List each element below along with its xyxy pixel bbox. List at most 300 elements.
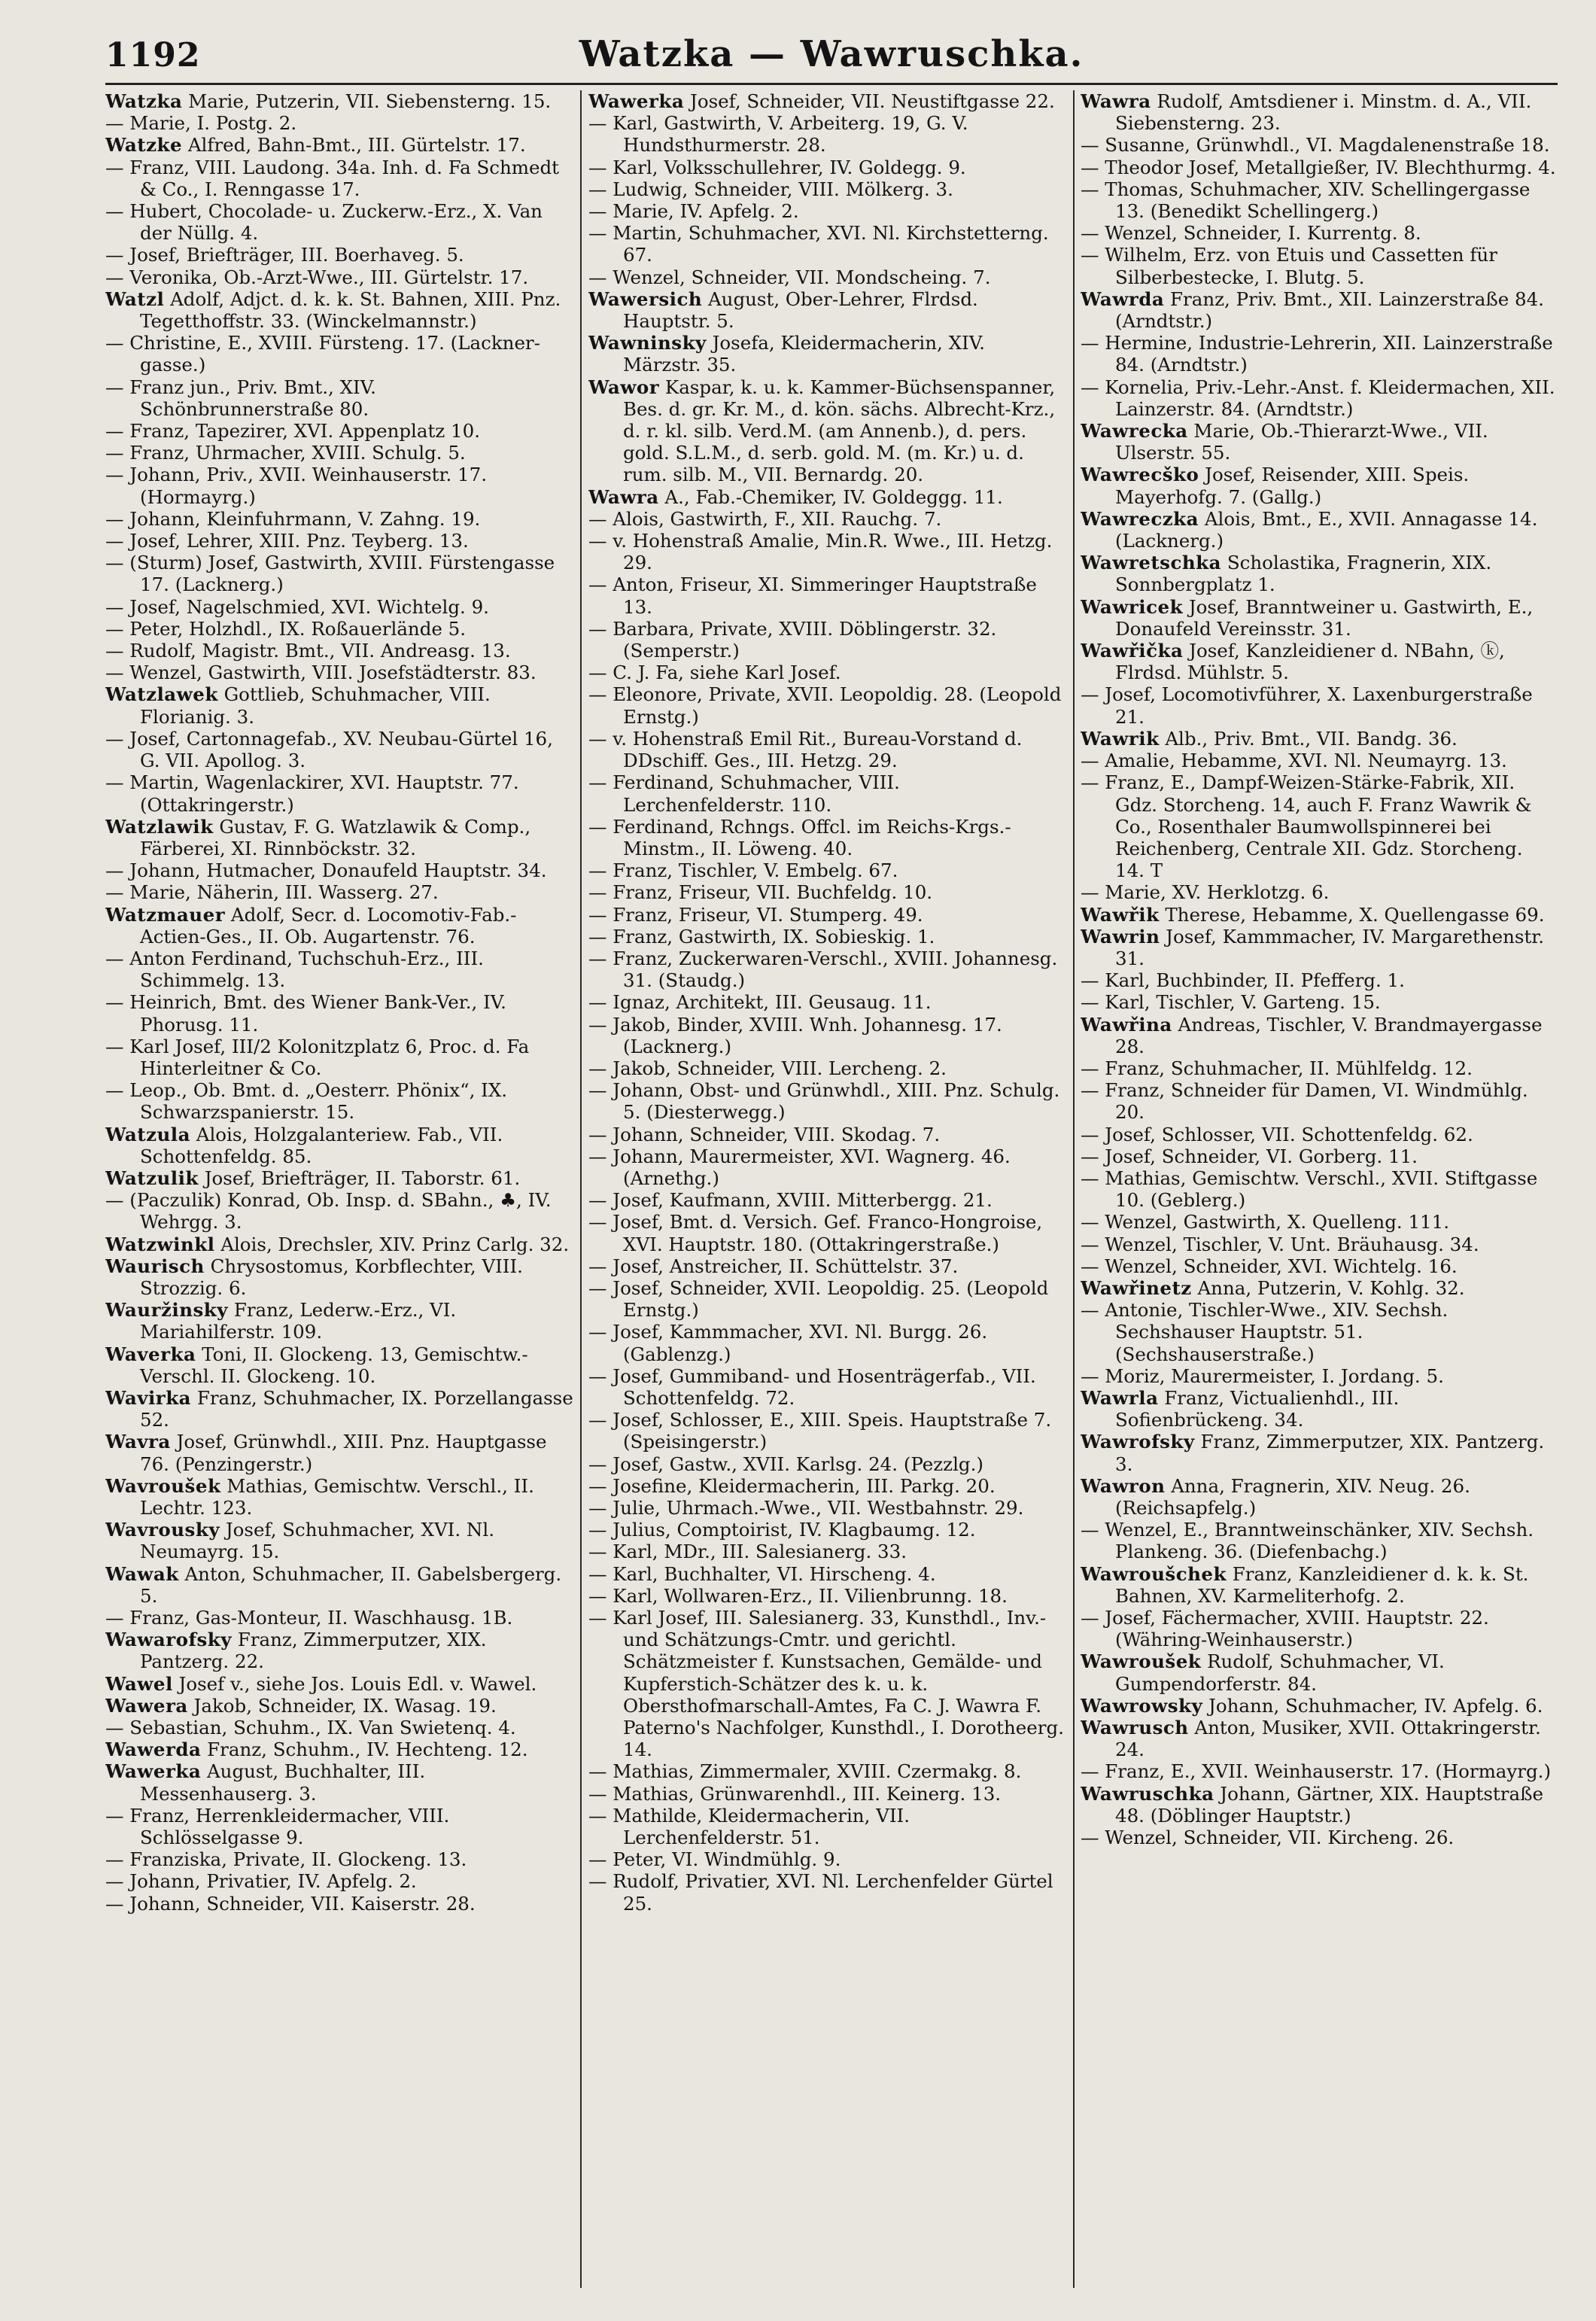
directory-entry bbox=[588, 662, 1066, 683]
entry-surname: Wawor bbox=[588, 376, 660, 398]
entry-text: — Anton Ferdinand, Tuchschuh-Erz., III. Schimmelg. 13. bbox=[105, 947, 484, 992]
directory-entry bbox=[105, 881, 573, 903]
entry-text: — Johann, Obst- und Grünwhdl., XIII. Pnz. Schulg. 5. (Diesterwegg.) bbox=[588, 1079, 1060, 1124]
entry-surname: Wavroušek bbox=[105, 1474, 221, 1497]
entry-text: — Franz, Tischler, V. Embelg. 67. bbox=[588, 859, 898, 882]
directory-entry bbox=[105, 1475, 573, 1519]
entry-surname: Wavirka bbox=[105, 1386, 192, 1409]
directory-entry bbox=[1081, 926, 1558, 969]
directory-entry bbox=[588, 1189, 1066, 1211]
directory-entry bbox=[1081, 904, 1558, 926]
directory-entry bbox=[588, 530, 1066, 573]
entry-surname: Wawrecka bbox=[1081, 420, 1188, 443]
entry-text: Josefa, Kleidermacherin, XIV. Märzstr. 35. bbox=[623, 332, 985, 376]
entry-text: — Wenzel, E., Branntweinschänker, XIV. Sechsh. Plankeng. 36. (Diefenbachg.) bbox=[1081, 1519, 1534, 1563]
entry-text: — Karl Josef, III. Salesianerg. 33, Kunsthdl., Inv.- und Schätzungs-Cmtr. und gerichtl. Schätzmeister f. Kunstsachen, Gemälde- und Kupferstich-Schätzer des k. u. k. Obersthofmarschall-Amtes, Fa C. J. Wawra F. Paterno's Nachfolger, Kunsthdl., I. Dorotheerg. 14. bbox=[588, 1607, 1064, 1761]
directory-entry bbox=[1081, 1145, 1558, 1167]
column-1 bbox=[105, 90, 573, 2288]
directory-entry bbox=[1081, 1695, 1558, 1717]
directory-entry bbox=[588, 1014, 1066, 1057]
directory-entry bbox=[105, 1036, 573, 1079]
entry-surname: Watzwinkl bbox=[105, 1233, 215, 1255]
entry-text: Anna, Fragnerin, XIV. Neug. 26. (Reichsapfelg.) bbox=[1115, 1474, 1470, 1519]
entry-text: Therese, Hebamme, X. Quellengasse 69. bbox=[1159, 903, 1545, 926]
entry-surname: Wawron bbox=[1081, 1474, 1166, 1497]
directory-entry bbox=[588, 486, 1066, 508]
entry-text: Scholastika, Fragnerin, XIX. Sonnbergplatz 1. bbox=[1115, 552, 1492, 596]
directory-entry bbox=[588, 376, 1066, 486]
directory-entry bbox=[105, 618, 573, 640]
directory-entry bbox=[1081, 1563, 1558, 1607]
directory-entry bbox=[588, 859, 1066, 881]
directory-entry bbox=[588, 1145, 1066, 1189]
entry-text: Mathias, Gemischtw. Verschl., II. Lechtr. 123. bbox=[140, 1474, 534, 1519]
entry-text: Franz, Lederw.-Erz., VI. Mariahilferstr. 109. bbox=[140, 1299, 457, 1343]
directory-entry bbox=[105, 1805, 573, 1848]
directory-entry bbox=[105, 288, 573, 332]
directory-entry bbox=[1081, 1827, 1558, 1848]
entry-text: — Wenzel, Schneider, VII. Kircheng. 26. bbox=[1081, 1827, 1455, 1849]
directory-entry bbox=[105, 1673, 573, 1695]
header-rule bbox=[105, 83, 1558, 85]
entry-text: Franz, Kanzleidiener d. k. k. St. Bahnen, XV. Karmeliterhofg. 2. bbox=[1115, 1562, 1529, 1607]
entry-text: — Jakob, Binder, XVIII. Wnh. Johannesg. 17. (Lacknerg.) bbox=[588, 1013, 1002, 1057]
directory-entry bbox=[1081, 1365, 1558, 1387]
entry-text: — Ludwig, Schneider, VIII. Mölkerg. 3. bbox=[588, 178, 953, 200]
entry-text: — (Sturm) Josef, Gastwirth, XVIII. Fürstengasse 17. (Lacknerg.) bbox=[105, 552, 555, 596]
directory-entry bbox=[105, 1893, 573, 1915]
entry-text: — Wenzel, Tischler, V. Unt. Bräuhausg. 34. bbox=[1081, 1233, 1479, 1255]
entry-text: — Franz, Gas-Monteur, II. Waschhausg. 1B. bbox=[105, 1607, 513, 1629]
entry-text: — Karl, Tischler, V. Garteng. 15. bbox=[1081, 991, 1381, 1014]
directory-entry bbox=[588, 1453, 1066, 1475]
entry-text: — Ferdinand, Schuhmacher, VIII. Lerchenfelderstr. 110. bbox=[588, 771, 900, 816]
entry-text: Josef, Kanzleidiener d. NBahn, ⓚ, Flrdsd. Mühlstr. 5. bbox=[1115, 640, 1505, 684]
entry-text: — Josef, Cartonnagefab., XV. Neubau-Gürtel 16, G. VII. Apollog. 3. bbox=[105, 727, 553, 772]
entry-text: — Martin, Schuhmacher, XVI. Nl. Kirchstetterng. 67. bbox=[588, 222, 1049, 266]
entry-text: — Mathias, Zimmermaler, XVIII. Czermakg. 8. bbox=[588, 1760, 1022, 1783]
entry-text: Franz, Schuhm., IV. Hechteng. 12. bbox=[201, 1738, 528, 1761]
entry-text: — Karl, Buchbinder, II. Pfefferg. 1. bbox=[1081, 969, 1405, 992]
entry-surname: Wauržinsky bbox=[105, 1299, 229, 1322]
directory-entry bbox=[105, 1760, 573, 1804]
entry-text: Johann, Schuhmacher, IV. Apfelg. 6. bbox=[1202, 1694, 1543, 1717]
directory-entry bbox=[1081, 596, 1558, 640]
directory-entry bbox=[588, 222, 1066, 266]
directory-entry bbox=[588, 771, 1066, 815]
directory-entry bbox=[588, 1124, 1066, 1145]
directory-entry bbox=[1081, 332, 1558, 376]
entry-text: Toni, II. Glockeng. 13, Gemischtw.-Verschl. II. Glockeng. 10. bbox=[140, 1343, 528, 1387]
entry-text: — Antonie, Tischler-Wwe., XIV. Sechsh. Sechshauser Hauptstr. 51. (Sechshauserstraße.) bbox=[1081, 1299, 1449, 1365]
directory-entry bbox=[1081, 157, 1558, 178]
directory-entry bbox=[105, 1519, 573, 1562]
entry-text: — Johann, Schneider, VIII. Skodag. 7. bbox=[588, 1123, 941, 1145]
column-divider bbox=[580, 90, 582, 2288]
directory-entry bbox=[1081, 1124, 1558, 1145]
entry-surname: Wawra bbox=[1081, 90, 1151, 112]
entry-text: Anna, Putzerin, V. Kohlg. 32. bbox=[1191, 1276, 1465, 1299]
directory-entry bbox=[588, 1760, 1066, 1782]
entry-text: — Franz, Herrenkleidermacher, VIII. Schlösselgasse 9. bbox=[105, 1804, 450, 1849]
directory-entry bbox=[105, 376, 573, 420]
entry-text: — Franz, Uhrmacher, XVIII. Schulg. 5. bbox=[105, 442, 466, 464]
entry-text: Chrysostomus, Korbflechter, VIII. Strozzig. 6. bbox=[140, 1255, 523, 1299]
entry-surname: Wawroušek bbox=[1081, 1650, 1202, 1673]
entry-text: Adolf, Secr. d. Locomotiv-Fab.-Actien-Ges., II. Ob. Augartenstr. 76. bbox=[140, 903, 517, 948]
entry-text: — Moriz, Maurermeister, I. Jordang. 5. bbox=[1081, 1364, 1444, 1387]
directory-entry bbox=[105, 552, 573, 595]
directory-entry bbox=[1081, 771, 1558, 881]
directory-entry bbox=[1081, 1079, 1558, 1123]
entry-text: — Alois, Gastwirth, F., XII. Rauchg. 7. bbox=[588, 507, 942, 530]
directory-entry bbox=[105, 1343, 573, 1387]
directory-entry bbox=[588, 683, 1066, 727]
directory-entry bbox=[588, 926, 1066, 948]
entry-text: — Kornelia, Priv.-Lehr.-Anst. f. Kleidermachen, XII. Lainzerstr. 84. (Arndtstr.) bbox=[1081, 376, 1555, 420]
entry-surname: Wawel bbox=[105, 1672, 173, 1695]
directory-entry bbox=[588, 1848, 1066, 1870]
entry-surname: Watzulik bbox=[105, 1167, 199, 1189]
directory-entry bbox=[105, 1695, 573, 1717]
entry-surname: Wawrusch bbox=[1081, 1717, 1189, 1739]
entry-text: — Josef, Locomotivführer, X. Laxenburgerstraße 21. bbox=[1081, 683, 1533, 728]
entry-surname: Wawrla bbox=[1081, 1386, 1159, 1409]
entry-text: Johann, Gärtner, XIX. Hauptstraße 48. (Döblinger Hauptstr.) bbox=[1115, 1782, 1543, 1827]
entry-text: A., Fab.-Chemiker, IV. Goldeggg. 11. bbox=[658, 485, 1003, 508]
directory-entry bbox=[588, 266, 1066, 288]
directory-entry bbox=[105, 1079, 573, 1123]
entry-text: — Ferdinand, Rchngs. Offcl. im Reichs-Krgs.-Minstm., II. Löweng. 40. bbox=[588, 815, 1011, 859]
entry-surname: Wawerka bbox=[105, 1760, 202, 1783]
entry-text: — Josef, Schlosser, VII. Schottenfeldg. 62. bbox=[1081, 1123, 1473, 1145]
directory-entry bbox=[105, 200, 573, 244]
directory-entry bbox=[105, 662, 573, 683]
entry-surname: Wawerka bbox=[588, 90, 685, 112]
directory-entry bbox=[105, 332, 573, 376]
entry-text: Josef, Schneider, VII. Neustiftgasse 22. bbox=[684, 90, 1055, 112]
entry-text: — Franz, E., Dampf-Weizen-Stärke-Fabrik, XII. Gdz. Storcheng. 14, auch F. Franz Wawrik & Co., Rosenthaler Baumwollspinnerei bei Reichenberg, Centrale XII. Gdz. Storcheng. 14. T bbox=[1081, 771, 1532, 882]
entry-text: — Johann, Priv., XVII. Weinhauserstr. 17. (Hormayrg.) bbox=[105, 464, 487, 508]
entry-text: — Peter, Holzhdl., IX. Roßauerlände 5. bbox=[105, 617, 467, 640]
directory-entry bbox=[105, 1738, 573, 1760]
entry-text: Franz, Schuhmacher, IX. Porzellangasse 52. bbox=[140, 1386, 573, 1431]
entry-surname: Wawroušchek bbox=[1081, 1562, 1227, 1585]
directory-entry bbox=[588, 1541, 1066, 1562]
entry-surname: Wawra bbox=[588, 485, 659, 508]
page-number: 1192 bbox=[105, 36, 201, 75]
entry-surname: Wawerda bbox=[105, 1738, 202, 1761]
directory-entry bbox=[1081, 1014, 1558, 1057]
directory-entry bbox=[105, 420, 573, 442]
entry-text: — Leop., Ob. Bmt. d. „Oesterr. Phönix“, IX. Schwarzspanierstr. 15. bbox=[105, 1079, 508, 1124]
entry-text: August, Buchhalter, III. Messenhauserg. 3. bbox=[140, 1760, 426, 1805]
directory-entry bbox=[105, 1387, 573, 1431]
entry-surname: Wawrda bbox=[1081, 287, 1165, 310]
directory-entry bbox=[1081, 1277, 1558, 1299]
entry-text: — Karl, Wollwaren-Erz., II. Vilienbrunng. 18. bbox=[588, 1584, 1008, 1607]
entry-text: — Franz, Tapezirer, XVI. Appenplatz 10. bbox=[105, 420, 481, 443]
entry-text: — Sebastian, Schuhm., IX. Van Swietenq. 4. bbox=[105, 1717, 516, 1739]
directory-entry bbox=[588, 1365, 1066, 1409]
directory-entry bbox=[105, 1717, 573, 1738]
columns bbox=[105, 90, 1558, 2288]
entry-text: Alb., Priv. Bmt., VII. Bandg. 36. bbox=[1159, 727, 1458, 750]
directory-entry bbox=[1081, 288, 1558, 332]
entry-surname: Wawrecško bbox=[1081, 464, 1199, 486]
entry-surname: Wawarofsky bbox=[105, 1629, 233, 1651]
entry-text: — Mathias, Grünwarenhdl., III. Keinerg. 13. bbox=[588, 1782, 1002, 1805]
directory-entry bbox=[1081, 244, 1558, 287]
entry-text: — Franziska, Private, II. Glockeng. 13. bbox=[105, 1848, 467, 1871]
directory-entry bbox=[105, 90, 573, 112]
entry-text: — C. J. Fa, siehe Karl Josef. bbox=[588, 662, 841, 684]
entry-surname: Wavrousky bbox=[105, 1519, 220, 1541]
entry-surname: Watzke bbox=[105, 134, 183, 157]
directory-entry bbox=[105, 1299, 573, 1343]
directory-entry bbox=[105, 1124, 573, 1167]
entry-text: — Karl Josef, III/2 Kolonitzplatz 6, Proc. d. Fa Hinterleitner & Co. bbox=[105, 1035, 530, 1079]
directory-entry bbox=[105, 728, 573, 771]
directory-entry bbox=[588, 1475, 1066, 1497]
entry-text: Adolf, Adjct. d. k. k. St. Bahnen, XIII. Pnz. Tegetthoffstr. 33. (Winckelmannstr.) bbox=[140, 287, 561, 333]
directory-entry bbox=[588, 573, 1066, 617]
entry-text: — Franz, VIII. Laudong. 34a. Inh. d. Fa Schmedt & Co., I. Renngasse 17. bbox=[105, 156, 560, 200]
entry-surname: Wawruschka bbox=[1081, 1782, 1214, 1805]
entry-text: — Franz, Friseur, VI. Stumperg. 49. bbox=[588, 903, 923, 926]
entry-text: Kaspar, k. u. k. Kammer-Büchsenspanner, Bes. d. gr. Kr. M., d. kön. sächs. Albrecht-Krz., d. r. kl. silb. Verd.M. (am Annenb.), d. pers. gold. S.L.M., d. serb. gold. M. (m. Kr.) u. d. rum. silb. M., VII. Bernardg. 20. bbox=[623, 376, 1056, 486]
entry-text: — Heinrich, Bmt. des Wiener Bank-Ver., IV. Phorusg. 11. bbox=[105, 991, 506, 1036]
entry-text: — Wilhelm, Erz. von Etuis und Cassetten für Silberbestecke, I. Blutg. 5. bbox=[1081, 244, 1497, 288]
entry-text: — Theodor Josef, Metallgießer, IV. Blechthurmg. 4. bbox=[1081, 156, 1556, 178]
entry-text: Josef, Branntweiner u. Gastwirth, E., Donaufeld Vereinsstr. 31. bbox=[1115, 595, 1534, 640]
entry-text: — Josef, Briefträger, III. Boerhaveg. 5. bbox=[105, 244, 464, 266]
entry-text: — Eleonore, Private, XVII. Leopoldig. 28. (Leopold Ernstg.) bbox=[588, 683, 1062, 728]
directory-entry bbox=[588, 1321, 1066, 1364]
directory-entry bbox=[588, 728, 1066, 771]
directory-entry bbox=[588, 816, 1066, 859]
directory-entry bbox=[1081, 1387, 1558, 1431]
directory-entry bbox=[588, 1079, 1066, 1123]
directory-entry bbox=[1081, 991, 1558, 1013]
directory-entry bbox=[588, 948, 1066, 991]
entry-surname: Wawreczka bbox=[1081, 507, 1199, 530]
entry-surname: Wawřička bbox=[1081, 640, 1184, 662]
entry-text: — Josef, Lehrer, XIII. Pnz. Teyberg. 13. bbox=[105, 530, 469, 552]
directory-entry bbox=[1081, 1057, 1558, 1079]
directory-entry bbox=[105, 464, 573, 507]
directory-entry bbox=[1081, 1299, 1558, 1365]
directory-entry bbox=[105, 859, 573, 881]
directory-entry bbox=[105, 1167, 573, 1189]
entry-text: Franz, Zimmerputzer, XIX. Pantzerg. 3. bbox=[1115, 1431, 1545, 1475]
directory-entry bbox=[588, 991, 1066, 1013]
entry-surname: Wawera bbox=[105, 1694, 188, 1717]
directory-entry bbox=[588, 881, 1066, 903]
entry-surname: Wawřik bbox=[1081, 903, 1160, 926]
directory-entry bbox=[105, 1629, 573, 1672]
entry-text: — Ignaz, Architekt, III. Geusaug. 11. bbox=[588, 991, 932, 1014]
directory-entry bbox=[1081, 420, 1558, 464]
directory-entry bbox=[588, 1255, 1066, 1277]
directory-entry bbox=[105, 266, 573, 288]
directory-entry bbox=[588, 1519, 1066, 1541]
entry-text: Josef, Grünwhdl., XIII. Pnz. Hauptgasse 76. (Penzingerstr.) bbox=[140, 1431, 547, 1475]
directory-entry bbox=[588, 1805, 1066, 1848]
entry-text: — Julie, Uhrmach.-Wwe., VII. Westbahnstr. 29. bbox=[588, 1497, 1024, 1519]
entry-text: — Rudolf, Privatier, XVI. Nl. Lerchenfelder Gürtel 25. bbox=[588, 1870, 1053, 1915]
directory-entry bbox=[1081, 881, 1558, 903]
directory-entry bbox=[105, 508, 573, 530]
entry-text: — Wenzel, Schneider, VII. Mondscheing. 7. bbox=[588, 266, 991, 288]
directory-entry bbox=[588, 904, 1066, 926]
entry-text: — Amalie, Hebamme, XVI. Nl. Neumayrg. 13. bbox=[1081, 750, 1507, 772]
directory-entry bbox=[1081, 464, 1558, 507]
directory-entry bbox=[105, 816, 573, 859]
entry-text: Alois, Drechsler, XIV. Prinz Carlg. 32. bbox=[214, 1233, 570, 1255]
entry-surname: Wawretschka bbox=[1081, 552, 1222, 574]
entry-text: — Karl, MDr., III. Salesianerg. 33. bbox=[588, 1541, 907, 1563]
entry-text: Gottlieb, Schuhmacher, VIII. Florianig. 3. bbox=[140, 683, 491, 728]
entry-text: — Johann, Kleinfuhrmann, V. Zahng. 19. bbox=[105, 507, 481, 530]
directory-entry bbox=[1081, 508, 1558, 552]
directory-entry bbox=[105, 112, 573, 134]
directory-entry bbox=[588, 1783, 1066, 1805]
directory-entry bbox=[1081, 1760, 1558, 1782]
directory-entry bbox=[1081, 1431, 1558, 1474]
directory-entry bbox=[105, 1255, 573, 1299]
entry-surname: Watzka bbox=[105, 90, 183, 112]
directory-entry bbox=[588, 332, 1066, 376]
entry-text: — Josef, Nagelschmied, XVI. Wichtelg. 9. bbox=[105, 595, 489, 618]
entry-text: Franz, Priv. Bmt., XII. Lainzerstraße 84. (Arndtstr.) bbox=[1115, 287, 1544, 333]
directory-entry bbox=[588, 1211, 1066, 1255]
directory-entry bbox=[588, 200, 1066, 222]
entry-text: — Karl, Volksschullehrer, IV. Goldegg. 9. bbox=[588, 156, 966, 178]
directory-entry bbox=[105, 1870, 573, 1892]
directory-entry bbox=[1081, 90, 1558, 134]
directory-entry bbox=[588, 157, 1066, 178]
entry-text: — Josef, Gummiband- und Hosenträgerfab., VII. Schottenfeldg. 72. bbox=[588, 1364, 1036, 1409]
entry-surname: Watzlawek bbox=[105, 683, 218, 706]
directory-entry bbox=[105, 1563, 573, 1607]
entry-text: — Josef, Schlosser, E., XIII. Speis. Hauptstraße 7. (Speisingerstr.) bbox=[588, 1409, 1052, 1453]
directory-entry bbox=[588, 1563, 1066, 1585]
entry-text: — Barbara, Private, XVIII. Döblingerstr. 32. (Semperstr.) bbox=[588, 617, 997, 662]
entry-text: — Franz, E., XVII. Weinhauserstr. 17. (Hormayrg.) bbox=[1081, 1760, 1552, 1783]
directory-entry bbox=[1081, 1650, 1558, 1694]
directory-entry bbox=[588, 90, 1066, 112]
entry-text: Franz, Zimmerputzer, XIX. Pantzerg. 22. bbox=[140, 1629, 487, 1673]
entry-surname: Watzula bbox=[105, 1123, 190, 1145]
directory-entry bbox=[1081, 376, 1558, 420]
directory-entry bbox=[1081, 1519, 1558, 1562]
entry-text: Josef, Briefträger, II. Taborstr. 61. bbox=[198, 1167, 521, 1189]
entry-surname: Wawninsky bbox=[588, 332, 707, 354]
directory-entry bbox=[588, 1409, 1066, 1453]
entry-text: — Franz, Friseur, VII. Buchfeldg. 10. bbox=[588, 881, 933, 904]
entry-text: — Franz, Schuhmacher, II. Mühlfeldg. 12. bbox=[1081, 1057, 1473, 1079]
entry-text: — Johann, Schneider, VII. Kaiserstr. 28. bbox=[105, 1892, 476, 1915]
entry-text: — Karl, Gastwirth, V. Arbeiterg. 19, G. V. Hundsthurmerstr. 28. bbox=[588, 112, 968, 157]
entry-text: — Franz jun., Priv. Bmt., XIV. Schönbrunnerstraße 80. bbox=[105, 376, 376, 420]
entry-text: — Johann, Privatier, IV. Apfelg. 2. bbox=[105, 1870, 417, 1893]
column-3 bbox=[1081, 90, 1558, 2288]
entry-text: — Franz, Gastwirth, IX. Sobieskig. 1. bbox=[588, 925, 935, 948]
entry-text: Andreas, Tischler, V. Brandmayergasse 28. bbox=[1115, 1013, 1543, 1057]
entry-surname: Watzl bbox=[105, 287, 165, 310]
directory-entry bbox=[1081, 222, 1558, 244]
directory-entry bbox=[105, 1431, 573, 1474]
entry-text: — Susanne, Grünwhdl., VI. Magdalenenstraße 18. bbox=[1081, 134, 1550, 157]
entry-text: — Mathias, Gemischtw. Verschl., XVII. Stiftgasse 10. (Geblerg.) bbox=[1081, 1167, 1538, 1212]
directory-entry bbox=[105, 1607, 573, 1629]
entry-text: — Jakob, Schneider, VIII. Lercheng. 2. bbox=[588, 1057, 947, 1079]
directory-entry bbox=[105, 1848, 573, 1870]
entry-text: — Wenzel, Gastwirth, VIII. Josefstädterstr. 83. bbox=[105, 662, 537, 684]
page-header bbox=[105, 30, 1558, 90]
entry-text: — Josef, Fächermacher, XVIII. Hauptstr. 22. (Währing-Weinhauserstr.) bbox=[1081, 1607, 1489, 1651]
directory-entry bbox=[1081, 683, 1558, 727]
directory-entry bbox=[105, 157, 573, 200]
entry-surname: Waverka bbox=[105, 1343, 196, 1365]
directory-entry bbox=[1081, 969, 1558, 991]
directory-entry bbox=[105, 596, 573, 618]
directory-entry bbox=[1081, 1717, 1558, 1760]
entry-text: — Hubert, Chocolade- u. Zuckerw.-Erz., X. Van der Nüllg. 4. bbox=[105, 200, 543, 245]
entry-text: — Veronika, Ob.-Arzt-Wwe., III. Gürtelstr. 17. bbox=[105, 266, 529, 288]
directory-entry bbox=[588, 1057, 1066, 1079]
entry-text: — Julius, Comptoirist, IV. Klagbaumg. 12. bbox=[588, 1519, 976, 1541]
directory-entry bbox=[105, 244, 573, 266]
entry-text: Alois, Bmt., E., XVII. Annagasse 14. (Lacknerg.) bbox=[1115, 507, 1538, 552]
entry-surname: Wawřinetz bbox=[1081, 1276, 1192, 1299]
directory-entry bbox=[105, 1189, 573, 1233]
entry-surname: Wawrofsky bbox=[1081, 1431, 1195, 1453]
directory-entry bbox=[105, 771, 573, 815]
entry-text: Rudolf, Amtsdiener i. Minstm. d. A., VII. Siebensterng. 23. bbox=[1115, 90, 1532, 135]
directory-entry bbox=[1081, 134, 1558, 156]
entry-text: Marie, Putzerin, VII. Siebensterng. 15. bbox=[182, 90, 552, 112]
entry-text: — v. Hohenstraß Emil Rit., Bureau-Vorstand d. DDschiff. Ges., III. Hetzg. 29. bbox=[588, 727, 1023, 772]
entry-text: — Franz, Zuckerwaren-Verschl., XVIII. Johannesg. 31. (Staudg.) bbox=[588, 947, 1058, 992]
entry-text: Alois, Holzgalanteriew. Fab., VII. Schottenfeldg. 85. bbox=[140, 1123, 503, 1167]
entry-text: — Josef, Kammmacher, XVI. Nl. Burgg. 26. (Gablenzg.) bbox=[588, 1321, 988, 1365]
entry-text: — Mathilde, Kleidermacherin, VII. Lerchenfelderstr. 51. bbox=[588, 1804, 910, 1849]
directory-entry bbox=[105, 948, 573, 991]
entry-surname: Wavra bbox=[105, 1431, 171, 1453]
entry-surname: Wawřina bbox=[1081, 1013, 1172, 1036]
directory-entry bbox=[1081, 750, 1558, 771]
entry-text: Marie, Ob.-Thierarzt-Wwe., VII. Ulserstr. 55. bbox=[1115, 420, 1488, 464]
entry-text: — Marie, I. Postg. 2. bbox=[105, 112, 297, 135]
entry-text: Josef v., siehe Jos. Louis Edl. v. Wawel. bbox=[172, 1672, 537, 1695]
entry-text: — Josef, Schneider, VI. Gorberg. 11. bbox=[1081, 1145, 1418, 1167]
entry-text: — Johann, Hutmacher, Donaufeld Hauptstr. 34. bbox=[105, 859, 547, 882]
entry-text: — Karl, Buchhalter, VI. Hirscheng. 4. bbox=[588, 1562, 936, 1585]
entry-text: Franz, Victualienhdl., III. Sofienbrückeng. 34. bbox=[1115, 1386, 1400, 1431]
entry-surname: Watzlawik bbox=[105, 815, 214, 838]
entry-text: August, Ober-Lehrer, Flrdsd. Hauptstr. 5. bbox=[623, 287, 978, 333]
entry-surname: Watzmauer bbox=[105, 903, 226, 926]
entry-text: — Wenzel, Gastwirth, X. Quelleng. 111. bbox=[1081, 1211, 1450, 1234]
entry-surname: Wawrin bbox=[1081, 925, 1160, 948]
directory-entry bbox=[105, 640, 573, 662]
entry-text: — Josef, Anstreicher, II. Schüttelstr. 37. bbox=[588, 1255, 959, 1277]
entry-text: — Josefine, Kleidermacherin, III. Parkg. 20. bbox=[588, 1474, 996, 1497]
entry-text: Anton, Schuhmacher, II. Gabelsbergerg. 5. bbox=[140, 1562, 562, 1607]
entry-text: — Martin, Wagenlackirer, XVI. Hauptstr. 77. (Ottakringerstr.) bbox=[105, 771, 519, 816]
